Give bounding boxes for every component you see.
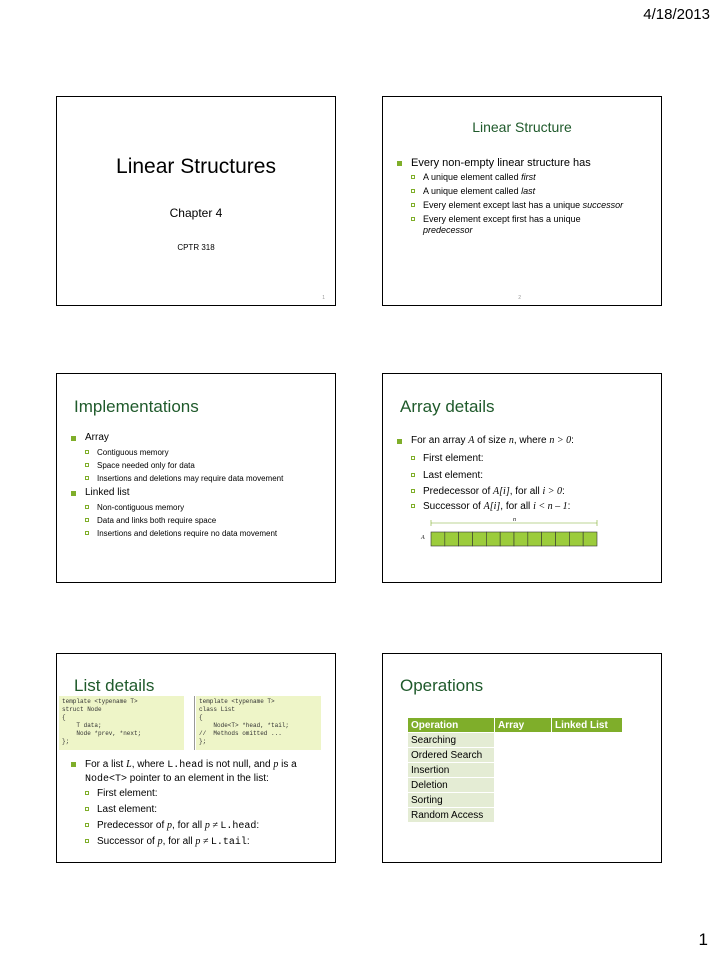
slide-title: Array details	[400, 397, 495, 416]
operations-table	[407, 717, 623, 823]
table-cell: Ordered Search	[408, 748, 494, 762]
sub-bullet-square-icon	[411, 504, 415, 508]
slide-number: 2	[518, 295, 521, 301]
table-row	[408, 808, 622, 822]
array-name-label: A	[421, 535, 425, 541]
sub-bullet-square-icon	[411, 189, 415, 193]
code-block-node: template <typename T> struct Node { T data; Node *prev, *next; };	[59, 696, 184, 750]
sub-bullet-square-icon	[85, 518, 89, 522]
column-header: Linked List	[552, 718, 622, 732]
sub-bullet-square-icon	[85, 505, 89, 509]
sub-bullet-square-icon	[85, 791, 89, 795]
bullet-square-icon	[397, 439, 402, 444]
table-cell: Random Access	[408, 808, 494, 822]
slide-6	[382, 653, 662, 863]
sub-bullet-square-icon	[411, 456, 415, 460]
slide-title: List details	[74, 676, 155, 695]
page-number: 1	[698, 930, 708, 949]
array-cell	[431, 532, 445, 546]
sub-bullet-square-icon	[85, 450, 89, 454]
bullet-square-icon	[71, 436, 76, 441]
sub-bullet-square-icon	[411, 489, 415, 493]
slide-subtitle: Chapter 4	[169, 206, 223, 220]
sub-bullet-square-icon	[411, 217, 415, 221]
sub-bullet-square-icon	[411, 203, 415, 207]
bullet-square-icon	[71, 491, 76, 496]
sub-bullet-square-icon	[411, 473, 415, 477]
array-cell	[542, 532, 556, 546]
print-date: 4/18/2013	[643, 6, 710, 23]
course-label: CPTR 318	[177, 243, 215, 252]
code-divider	[194, 696, 195, 750]
slide-4: Array details For an array A of size n, where n > 0: First element: Last element: Predecessor of A[i], for all i > 0: Successor of A[i], for all i < n – 1: n A	[382, 373, 662, 583]
table-row	[408, 763, 622, 777]
slide-2: Linear Structure Every non-empty linear structure has A unique element called first A unique element called last Every element except last has a unique successor Every element except first has a unique predecessor 2	[382, 96, 662, 306]
code-block-list: template <typename T> class List { Node<T> *head, *tail; // Methods omitted ... };	[196, 696, 321, 750]
slide-title: Implementations	[74, 397, 199, 416]
table-header-row	[408, 718, 622, 732]
sub-bullet-square-icon	[411, 175, 415, 179]
slide-5: List details template <typename T> struct Node { T data; Node *prev, *next; }; template <typename T> class List { Node<T> *head, *tail; // Methods omitted ... }; For a list L, where L.head is not null, and p is a Node<T> pointer to an element in the list: First element: Last element: Predecessor of p, for all p ≠ L.head: Successor of p, for all p ≠ L.tail:	[56, 653, 336, 863]
bullet-square-icon	[71, 762, 76, 767]
table-cell: Insertion	[408, 763, 494, 777]
slide-number: 1	[322, 295, 325, 301]
table-row	[408, 778, 622, 792]
array-cell	[445, 532, 459, 546]
column-header: Operation	[408, 718, 494, 732]
array-size-label: n	[513, 517, 516, 523]
sub-bullet-square-icon	[85, 823, 89, 827]
sub-bullet-square-icon	[85, 531, 89, 535]
table-row	[408, 793, 622, 807]
array-cell	[556, 532, 570, 546]
table-cell: Searching	[408, 733, 494, 747]
table-row	[408, 733, 622, 747]
slide-title: Linear Structure	[472, 119, 572, 135]
sub-bullet-square-icon	[85, 463, 89, 467]
table-row	[408, 748, 622, 762]
array-cell	[473, 532, 487, 546]
array-cell	[514, 532, 528, 546]
array-cell	[569, 532, 583, 546]
sub-bullet-square-icon	[85, 476, 89, 480]
array-cell	[486, 532, 500, 546]
sub-bullet-square-icon	[85, 839, 89, 843]
column-header: Array	[495, 718, 551, 732]
array-cell	[459, 532, 473, 546]
array-cell	[500, 532, 514, 546]
slide-3: Implementations Array Contiguous memory Space needed only for data Insertions and deletions may require data movement Linked list Non-contiguous memory Data and links both require space Insertions and deletions require no data movement	[56, 373, 336, 583]
table-cell: Sorting	[408, 793, 494, 807]
slide-title: Linear Structures	[116, 155, 276, 178]
table-cell: Deletion	[408, 778, 494, 792]
bullet-square-icon	[397, 161, 402, 166]
array-cell	[528, 532, 542, 546]
array-diagram	[383, 514, 661, 564]
slide-title: Operations	[400, 676, 484, 695]
sub-bullet-square-icon	[85, 807, 89, 811]
slide-1	[56, 96, 336, 306]
array-cell	[583, 532, 597, 546]
